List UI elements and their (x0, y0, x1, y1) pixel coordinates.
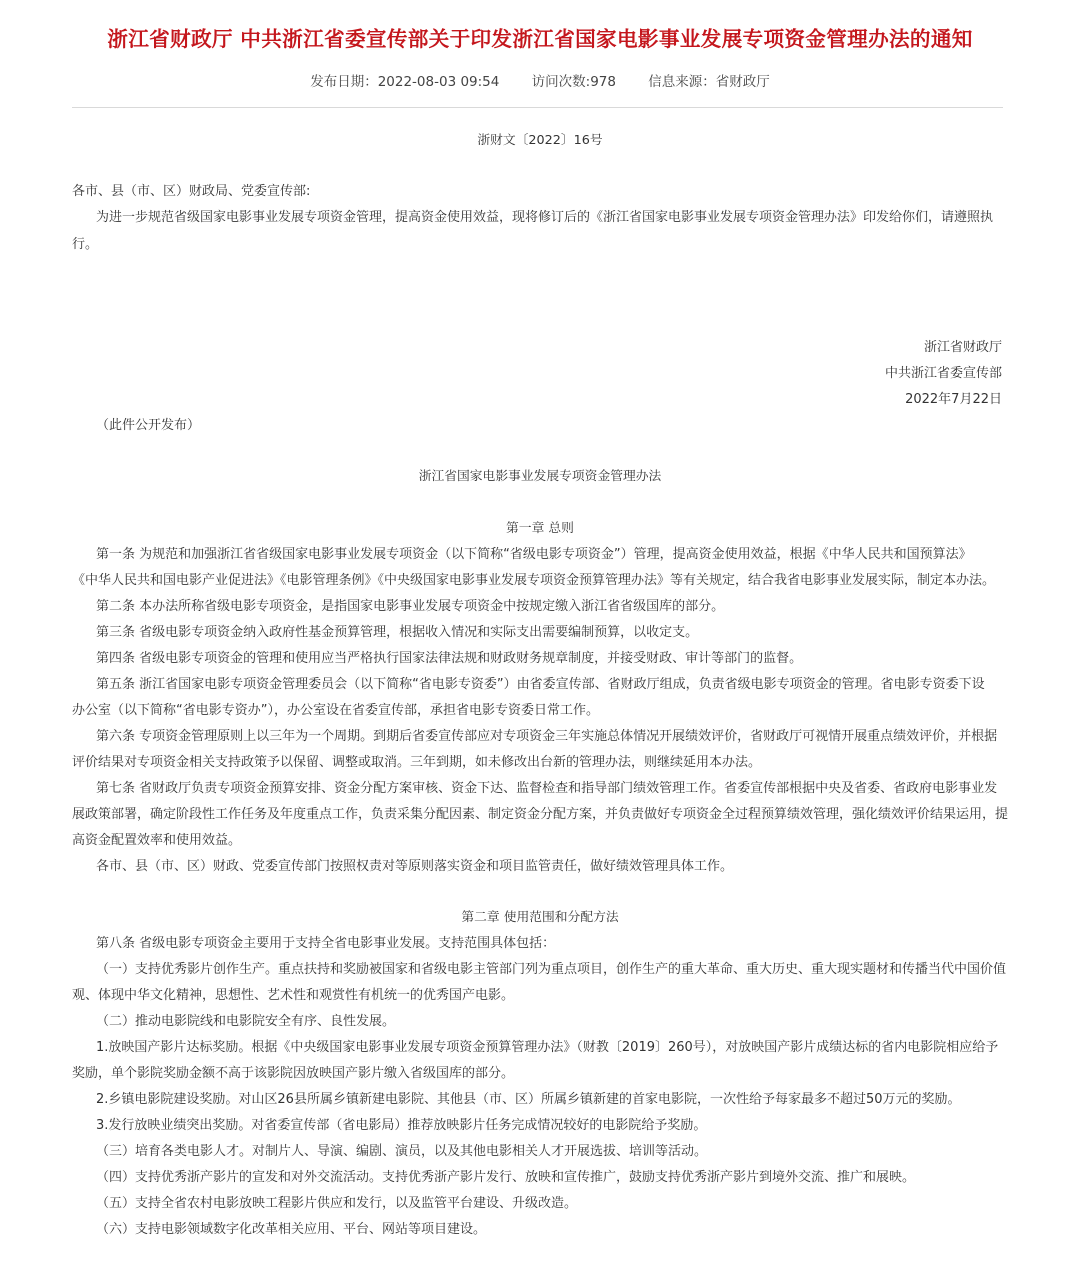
article-line: （四）支持优秀浙产影片的宣发和对外交流活动。支持优秀浙产影片发行、放映和宣传推广，鼓励支持优秀浙产影片到境外交流、推广和展映。 (96, 1170, 916, 1185)
article-line: 第四条 省级电影专项资金的管理和使用应当严格执行国家法律法规和财政财务规章制度，并接受财政、审计等部门的监督。 (96, 651, 803, 666)
page-title: 浙江省财政厅 中共浙江省委宣传部关于印发浙江省国家电影事业发展专项资金管理办法的通知 (107, 27, 973, 51)
article-line: 2.乡镇电影院建设奖励。对山区26县所属乡镇新建电影院、其他县（市、区）所属乡镇新建的首家电影院，一次性给予每家最多不超过50万元的奖励。 (96, 1092, 961, 1107)
chapter-heading: 第一章 总则 (506, 521, 574, 536)
document-title: 浙江省国家电影事业发展专项资金管理办法 (418, 469, 662, 484)
visit-count: 访问次数:978 (531, 74, 616, 90)
article-meta (0, 70, 1080, 90)
article-line: 1.放映国产影片达标奖励。根据《中央级国家电影事业发展专项资金预算管理办法》（财教〔2019〕260号），对放映国产影片成绩达标的省内电影院相应给予 (96, 1040, 999, 1055)
signature-org: 浙江省财政厅 (923, 340, 1002, 355)
article-line: 高资金配置效率和使用效益。 (72, 833, 242, 848)
article-line: 第五条 浙江省国家电影专项资金管理委员会（以下简称“省电影专资委”）由省委宣传部、省财政厅组成，负责省级电影专项资金的管理。省电影专资委下设 (96, 677, 985, 692)
article-line: 第七条 省财政厅负责专项资金预算安排、资金分配方案审核、资金下达、监督检查和指导部门绩效管理工作。省委宣传部根据中央及省委、省政府电影事业发 (96, 781, 998, 796)
document-number: 浙财文〔2022〕16号 (477, 133, 603, 148)
article-line: 办公室（以下简称“省电影专资办”），办公室设在省委宣传部，承担省电影专资委日常工作。 (72, 703, 599, 718)
article-line: 第二条 本办法所称省级电影专项资金，是指国家电影事业发展专项资金中按规定缴入浙江省省级国库的部分。 (96, 599, 725, 614)
article-line: （五）支持全省农村电影放映工程影片供应和发行，以及监管平台建设、升级改造。 (96, 1196, 578, 1211)
article-line: 展政策部署，确定阶段性工作任务及年度重点工作，负责采集分配因素、制定资金分配方案，并负责做好专项资金全过程预算绩效管理，强化绩效评价结果运用，提 (72, 807, 1009, 822)
article-line: 第八条 省级电影专项资金主要用于支持全省电影事业发展。支持范围具体包括： (96, 936, 556, 951)
article-line: 观、体现中华文化精神，思想性、艺术性和观赏性有机统一的优秀国产电影。 (72, 988, 515, 1003)
publish-date: 发布日期：2022-08-03 09:54 (310, 74, 500, 90)
header-divider (72, 107, 1003, 108)
signature-date: 2022年7月22日 (905, 392, 1002, 407)
public-note: （此件公开发布） (96, 418, 201, 433)
article-line: 奖励，单个影院奖励金额不高于该影院因放映国产影片缴入省级国库的部分。 (72, 1066, 515, 1081)
article-line: 第三条 省级电影专项资金纳入政府性基金预算管理，根据收入情况和实际支出需要编制预算，以收定支。 (96, 625, 699, 640)
article-line: （六）支持电影领域数字化改革相关应用、平台、网站等项目建设。 (96, 1222, 487, 1237)
article-line: 3.发行放映业绩突出奖励。对省委宣传部（省电影局）推荐放映影片任务完成情况较好的电影院给予奖励。 (96, 1118, 707, 1133)
article-line: （一）支持优秀影片创作生产。重点扶持和奖励被国家和省级电影主管部门列为重点项目，创作生产的重大革命、重大历史、重大现实题材和传播当代中国价值 (96, 962, 1007, 977)
article-line: 第一条 为规范和加强浙江省省级国家电影事业发展专项资金（以下简称“省级电影专项资金”）管理，提高资金使用效益，根据《中华人民共和国预算法》 (96, 547, 972, 562)
article-line: 第六条 专项资金管理原则上以三年为一个周期。到期后省委宣传部应对专项资金三年实施总体情况开展绩效评价，省财政厅可视情开展重点绩效评价，并根据 (96, 729, 998, 744)
intro-paragraph-line: 行。 (72, 237, 99, 252)
article-line: （三）培育各类电影人才。对制片人、导演、编剧、演员，以及其他电影相关人才开展选拔、培训等活动。 (96, 1144, 708, 1159)
chapter-heading: 第二章 使用范围和分配方法 (461, 910, 619, 925)
article-line: （二）推动电影院线和电影院安全有序、良性发展。 (96, 1014, 396, 1029)
intro-paragraph-line: 为进一步规范省级国家电影事业发展专项资金管理，提高资金使用效益，现将修订后的《浙江省国家电影事业发展专项资金管理办法》印发给你们，请遵照执 (96, 210, 994, 225)
article-line: 《中华人民共和国电影产业促进法》《电影管理条例》《中央级国家电影事业发展专项资金预算管理办法》等有关规定，结合我省电影事业发展实际，制定本办法。 (72, 573, 996, 588)
signature-org: 中共浙江省委宣传部 (884, 366, 1002, 381)
info-source: 信息来源：省财政厅 (648, 74, 770, 90)
salutation: 各市、县（市、区）财政局、党委宣传部: (72, 184, 311, 199)
article-line: 评价结果对专项资金相关支持政策予以保留、调整或取消。三年到期，如未修改出台新的管理办法，则继续延用本办法。 (72, 755, 762, 770)
article-line: 各市、县（市、区）财政、党委宣传部门按照权责对等原则落实资金和项目监管责任，做好绩效管理具体工作。 (96, 859, 734, 874)
